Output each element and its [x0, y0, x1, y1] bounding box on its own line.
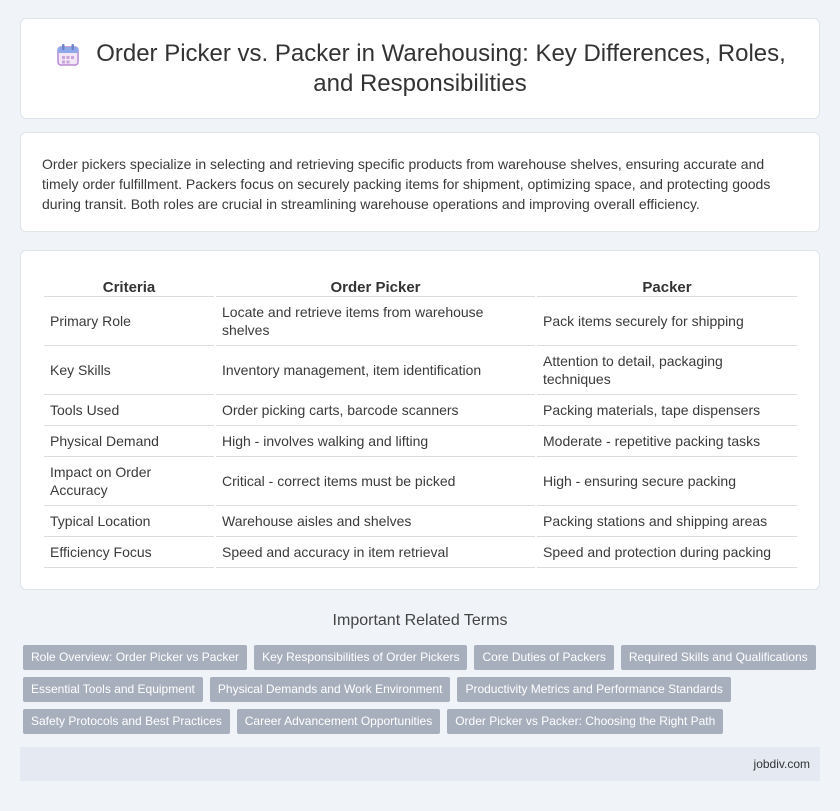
- table-cell: Typical Location: [44, 506, 214, 537]
- table-cell: Speed and protection during packing: [537, 537, 797, 568]
- tag-career-advancement[interactable]: Career Advancement Opportunities: [237, 709, 440, 734]
- table-row: [44, 297, 797, 346]
- footer: [20, 747, 820, 781]
- comparison-table: [42, 274, 799, 568]
- header-criteria: Criteria: [44, 274, 214, 297]
- tag-key-responsibilities[interactable]: Key Responsibilities of Order Pickers: [254, 645, 467, 670]
- table-row: [44, 506, 797, 537]
- related-terms-heading: Important Related Terms: [332, 612, 508, 629]
- table-cell: Order picking carts, barcode scanners: [216, 395, 535, 426]
- table-cell: Locate and retrieve items from warehouse shelves: [216, 297, 535, 346]
- tag-choosing-path[interactable]: Order Picker vs Packer: Choosing the Right Path: [447, 709, 723, 734]
- comparison-table-card: [20, 250, 820, 590]
- tag-row: [23, 709, 823, 734]
- tag-row: [23, 645, 823, 670]
- table-row: [44, 346, 797, 395]
- table-cell: Moderate - repetitive packing tasks: [537, 426, 797, 457]
- tag-required-skills[interactable]: Required Skills and Qualifications: [621, 645, 816, 670]
- table-cell: High - ensuring secure packing: [537, 457, 797, 506]
- table-cell: Tools Used: [44, 395, 214, 426]
- table-cell: Pack items securely for shipping: [537, 297, 797, 346]
- table-cell: Packing stations and shipping areas: [537, 506, 797, 537]
- table-cell: Efficiency Focus: [44, 537, 214, 568]
- table-row: [44, 457, 797, 506]
- table-cell: High - involves walking and lifting: [216, 426, 535, 457]
- page-title-text: Order Picker vs. Packer in Warehousing: Key Differences, Roles, and Responsibilities: [96, 40, 786, 97]
- title-card: [20, 18, 820, 119]
- tag-physical-demands[interactable]: Physical Demands and Work Environment: [210, 677, 451, 702]
- tag-role-overview[interactable]: Role Overview: Order Picker vs Packer: [23, 645, 247, 670]
- related-terms-tags: [23, 645, 823, 741]
- tag-essential-tools[interactable]: Essential Tools and Equipment: [23, 677, 203, 702]
- tag-productivity-metrics[interactable]: Productivity Metrics and Performance Standards: [457, 677, 730, 702]
- table-row: [44, 426, 797, 457]
- table-cell: Critical - correct items must be picked: [216, 457, 535, 506]
- table-row: [44, 395, 797, 426]
- table-cell: Inventory management, item identification: [216, 346, 535, 395]
- table-cell: Impact on Order Accuracy: [44, 457, 214, 506]
- intro-card: [20, 132, 820, 232]
- table-cell: Physical Demand: [44, 426, 214, 457]
- calendar-icon: [54, 41, 82, 69]
- header-order-picker: Order Picker: [216, 274, 535, 297]
- tag-core-duties[interactable]: Core Duties of Packers: [474, 645, 613, 670]
- tag-row: [23, 677, 823, 702]
- footer-site-link[interactable]: jobdiv.com: [753, 757, 810, 771]
- tag-safety-protocols[interactable]: Safety Protocols and Best Practices: [23, 709, 230, 734]
- intro-text: Order pickers specialize in selecting and retrieving specific products from warehouse shelves, ensuring accurate and timely order fulfillment. Packers focus on securely packing items for shipment, optimizing space, and protecting goods during transit. Both roles are crucial in streamlining warehouse operations and improving overall efficiency.: [42, 156, 771, 212]
- table-cell: Primary Role: [44, 297, 214, 346]
- table-cell: Attention to detail, packaging techniques: [537, 346, 797, 395]
- table-cell: Warehouse aisles and shelves: [216, 506, 535, 537]
- table-cell: Key Skills: [44, 346, 214, 395]
- table-cell: Speed and accuracy in item retrieval: [216, 537, 535, 568]
- header-packer: Packer: [537, 274, 797, 297]
- table-cell: Packing materials, tape dispensers: [537, 395, 797, 426]
- page-title: [51, 39, 789, 98]
- table-row: [44, 537, 797, 568]
